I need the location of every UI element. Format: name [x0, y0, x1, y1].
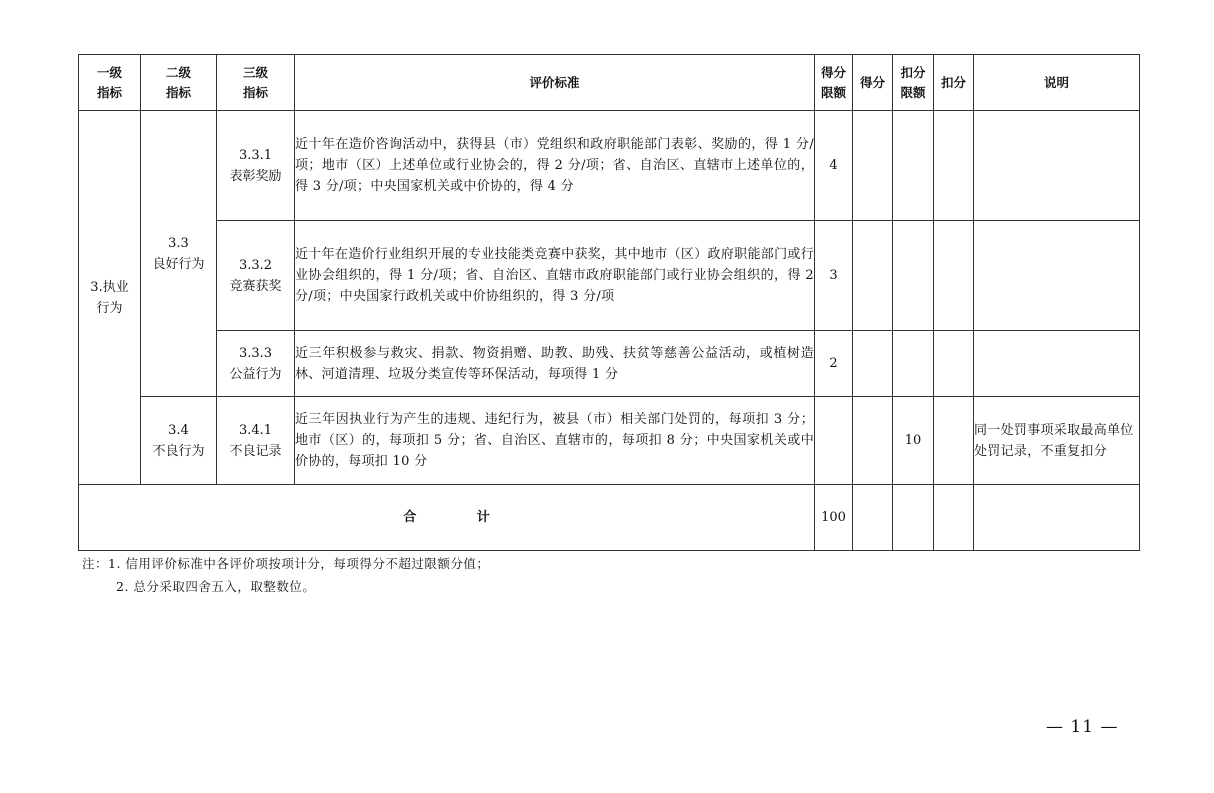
- score-limit-cell: 2: [815, 331, 853, 397]
- header-note: 说明: [974, 55, 1140, 111]
- header-score: 得分: [853, 55, 893, 111]
- score-limit-cell: 3: [815, 221, 853, 331]
- note-cell: [974, 331, 1140, 397]
- total-row: [79, 485, 1140, 551]
- score-cell: [853, 111, 893, 221]
- table-row: [79, 331, 1140, 397]
- score-limit-cell: 4: [815, 111, 853, 221]
- level3-cell: 3.4.1 不良记录: [217, 397, 295, 485]
- level3-cell: 3.3.1 表彰奖励: [217, 111, 295, 221]
- level3-cell: 3.3.2 竞赛获奖: [217, 221, 295, 331]
- deduct-limit-cell: [893, 111, 934, 221]
- header-level3: 三级 指标: [217, 55, 295, 111]
- header-level2: 二级 指标: [141, 55, 217, 111]
- level2-cell: 3.4 不良行为: [141, 397, 217, 485]
- standard-cell: 近三年因执业行为产生的违规、违纪行为，被县（市）相关部门处罚的，每项扣 3 分；地市（区）的，每项扣 5 分；省、自治区、直辖市的，每项扣 8 分；中央国家机关或中价协的，每项扣 10 分: [295, 397, 815, 485]
- footnotes: [82, 552, 489, 598]
- deduct-limit-cell: [893, 221, 934, 331]
- score-cell: [853, 397, 893, 485]
- header-row: [79, 55, 1140, 111]
- deduct-cell: [934, 397, 974, 485]
- total-deduct-cell: [934, 485, 974, 551]
- page-number: — 11 —: [1046, 717, 1119, 737]
- standard-cell: 近十年在造价咨询活动中，获得县（市）党组织和政府职能部门表彰、奖励的，得 1 分/项；地市（区）上述单位或行业协会的，得 2 分/项；省、自治区、直辖市上述单位的，得 3 分/项；中央国家机关或中价协的，得 4 分: [295, 111, 815, 221]
- table-row: [79, 397, 1140, 485]
- level2-cell: 3.3 良好行为: [141, 111, 217, 397]
- evaluation-table: [78, 54, 1140, 551]
- deduct-cell: [934, 331, 974, 397]
- score-cell: [853, 221, 893, 331]
- level1-cell: 3.执业 行为: [79, 111, 141, 485]
- standard-cell: 近三年积极参与救灾、捐款、物资捐赠、助教、助残、扶贫等慈善公益活动，或植树造林、河道清理、垃圾分类宣传等环保活动，每项得 1 分: [295, 331, 815, 397]
- footnote-2: 2. 总分采取四舍五入，取整数位。: [116, 579, 316, 594]
- deduct-cell: [934, 111, 974, 221]
- table-row: [79, 111, 1140, 221]
- total-score-limit-cell: 100: [815, 485, 853, 551]
- total-deduct-limit-cell: [893, 485, 934, 551]
- deduct-limit-cell: 10: [893, 397, 934, 485]
- footnote-1: 注：1. 信用评价标准中各评价项按项计分，每项得分不超过限额分值；: [82, 556, 490, 571]
- header-score-limit: 得分 限额: [815, 55, 853, 111]
- deduct-limit-cell: [893, 331, 934, 397]
- score-cell: [853, 331, 893, 397]
- header-level1: 一级 指标: [79, 55, 141, 111]
- note-cell: 同一处罚事项采取最高单位处罚记录，不重复扣分: [974, 397, 1140, 485]
- header-deduct-limit: 扣分 限额: [893, 55, 934, 111]
- total-score-cell: [853, 485, 893, 551]
- deduct-cell: [934, 221, 974, 331]
- score-limit-cell: [815, 397, 853, 485]
- level3-cell: 3.3.3 公益行为: [217, 331, 295, 397]
- table-row: [79, 221, 1140, 331]
- standard-cell: 近十年在造价行业组织开展的专业技能类竞赛中获奖，其中地市（区）政府职能部门或行业协会组织的，得 1 分/项；省、自治区、直辖市政府职能部门或行业协会组织的，得 2 分/项；中央国家行政机关或中价协组织的，得 3 分/项: [295, 221, 815, 331]
- note-cell: [974, 111, 1140, 221]
- total-label: 合 计: [403, 510, 518, 525]
- total-label-cell: [79, 485, 815, 551]
- header-deduct: 扣分: [934, 55, 974, 111]
- total-note-cell: [974, 485, 1140, 551]
- note-cell: [974, 221, 1140, 331]
- header-standard: 评价标准: [295, 55, 815, 111]
